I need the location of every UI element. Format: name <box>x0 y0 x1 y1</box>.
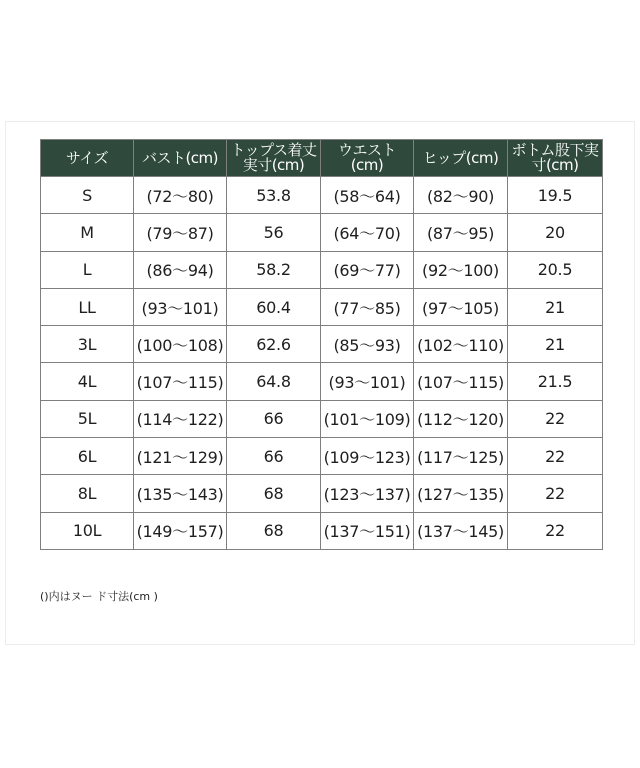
cell-tops-length: 68 <box>227 475 321 512</box>
cell-hip: (112～120) <box>414 400 508 437</box>
table-row <box>41 438 603 475</box>
cell-tops-length: 60.4 <box>227 288 321 325</box>
cell-hip: (137～145) <box>414 512 508 549</box>
cell-size: 4L <box>41 363 134 400</box>
cell-bust: (86～94) <box>134 251 227 288</box>
cell-hip: (82～90) <box>414 177 508 214</box>
cell-waist: (93～101) <box>321 363 414 400</box>
cell-tops-length: 64.8 <box>227 363 321 400</box>
cell-size: 6L <box>41 438 134 475</box>
cell-bust: (72～80) <box>134 177 227 214</box>
cell-inseam: 22 <box>508 512 603 549</box>
table-row <box>41 288 603 325</box>
cell-tops-length: 53.8 <box>227 177 321 214</box>
cell-bust: (93～101) <box>134 288 227 325</box>
cell-waist: (58～64) <box>321 177 414 214</box>
header-label-line: ウエスト <box>337 141 396 159</box>
cell-bust: (100～108) <box>134 326 227 363</box>
cell-bust: (114～122) <box>134 400 227 437</box>
cell-inseam: 20 <box>508 214 603 251</box>
header-label-line: ヒップ(cm) <box>422 148 499 167</box>
header-label-line: サイズ <box>65 148 109 167</box>
cell-inseam: 22 <box>508 400 603 437</box>
cell-inseam: 21 <box>508 288 603 325</box>
cell-bust: (135～143) <box>134 475 227 512</box>
cell-hip: (92～100) <box>414 251 508 288</box>
cell-inseam: 22 <box>508 438 603 475</box>
cell-hip: (97～105) <box>414 288 508 325</box>
cell-size: 10L <box>41 512 134 549</box>
cell-inseam: 19.5 <box>508 177 603 214</box>
cell-inseam: 22 <box>508 475 603 512</box>
header-label-line: バスト(cm) <box>141 148 219 167</box>
header-label-line: 寸(cm) <box>531 156 579 174</box>
table-row <box>41 177 603 214</box>
cell-waist: (101～109) <box>321 400 414 437</box>
cell-inseam: 21.5 <box>508 363 603 400</box>
cell-size: S <box>41 177 134 214</box>
cell-tops-length: 66 <box>227 400 321 437</box>
header-label-line: トップス着丈 <box>230 141 317 159</box>
cell-waist: (137～151) <box>321 512 414 549</box>
cell-size: LL <box>41 288 134 325</box>
cell-tops-length: 58.2 <box>227 251 321 288</box>
cell-size: 5L <box>41 400 134 437</box>
cell-size: M <box>41 214 134 251</box>
cell-bust: (107～115) <box>134 363 227 400</box>
table-row <box>41 475 603 512</box>
cell-inseam: 21 <box>508 326 603 363</box>
table-body <box>41 177 603 550</box>
table-row <box>41 251 603 288</box>
cell-size: L <box>41 251 134 288</box>
table-row <box>41 363 603 400</box>
size-chart-table <box>40 139 603 550</box>
measurement-note: ()内はヌー ド寸法(cm ) <box>40 590 158 603</box>
cell-bust: (121～129) <box>134 438 227 475</box>
cell-waist: (85～93) <box>321 326 414 363</box>
cell-tops-length: 68 <box>227 512 321 549</box>
table-row <box>41 512 603 549</box>
table-row <box>41 400 603 437</box>
cell-size: 3L <box>41 326 134 363</box>
header-label-line: (cm) <box>350 156 384 174</box>
cell-waist: (64～70) <box>321 214 414 251</box>
table-row <box>41 214 603 251</box>
cell-tops-length: 66 <box>227 438 321 475</box>
header-label-line: 実寸(cm) <box>242 156 305 174</box>
cell-tops-length: 56 <box>227 214 321 251</box>
cell-waist: (77～85) <box>321 288 414 325</box>
cell-tops-length: 62.6 <box>227 326 321 363</box>
header-inseam <box>508 140 603 177</box>
cell-waist: (69～77) <box>321 251 414 288</box>
header-label-line: ボトム股下実 <box>511 141 599 159</box>
header-tops-length <box>227 140 321 177</box>
cell-hip: (117～125) <box>414 438 508 475</box>
cell-waist: (123～137) <box>321 475 414 512</box>
cell-hip: (102～110) <box>414 326 508 363</box>
cell-hip: (87～95) <box>414 214 508 251</box>
table-header-row <box>41 140 603 177</box>
cell-waist: (109～123) <box>321 438 414 475</box>
header-size <box>41 140 134 177</box>
cell-size: 8L <box>41 475 134 512</box>
header-hip <box>414 140 508 177</box>
cell-bust: (79～87) <box>134 214 227 251</box>
header-waist <box>321 140 414 177</box>
cell-bust: (149～157) <box>134 512 227 549</box>
cell-hip: (127～135) <box>414 475 508 512</box>
table-row <box>41 326 603 363</box>
cell-inseam: 20.5 <box>508 251 603 288</box>
header-bust <box>134 140 227 177</box>
cell-hip: (107～115) <box>414 363 508 400</box>
